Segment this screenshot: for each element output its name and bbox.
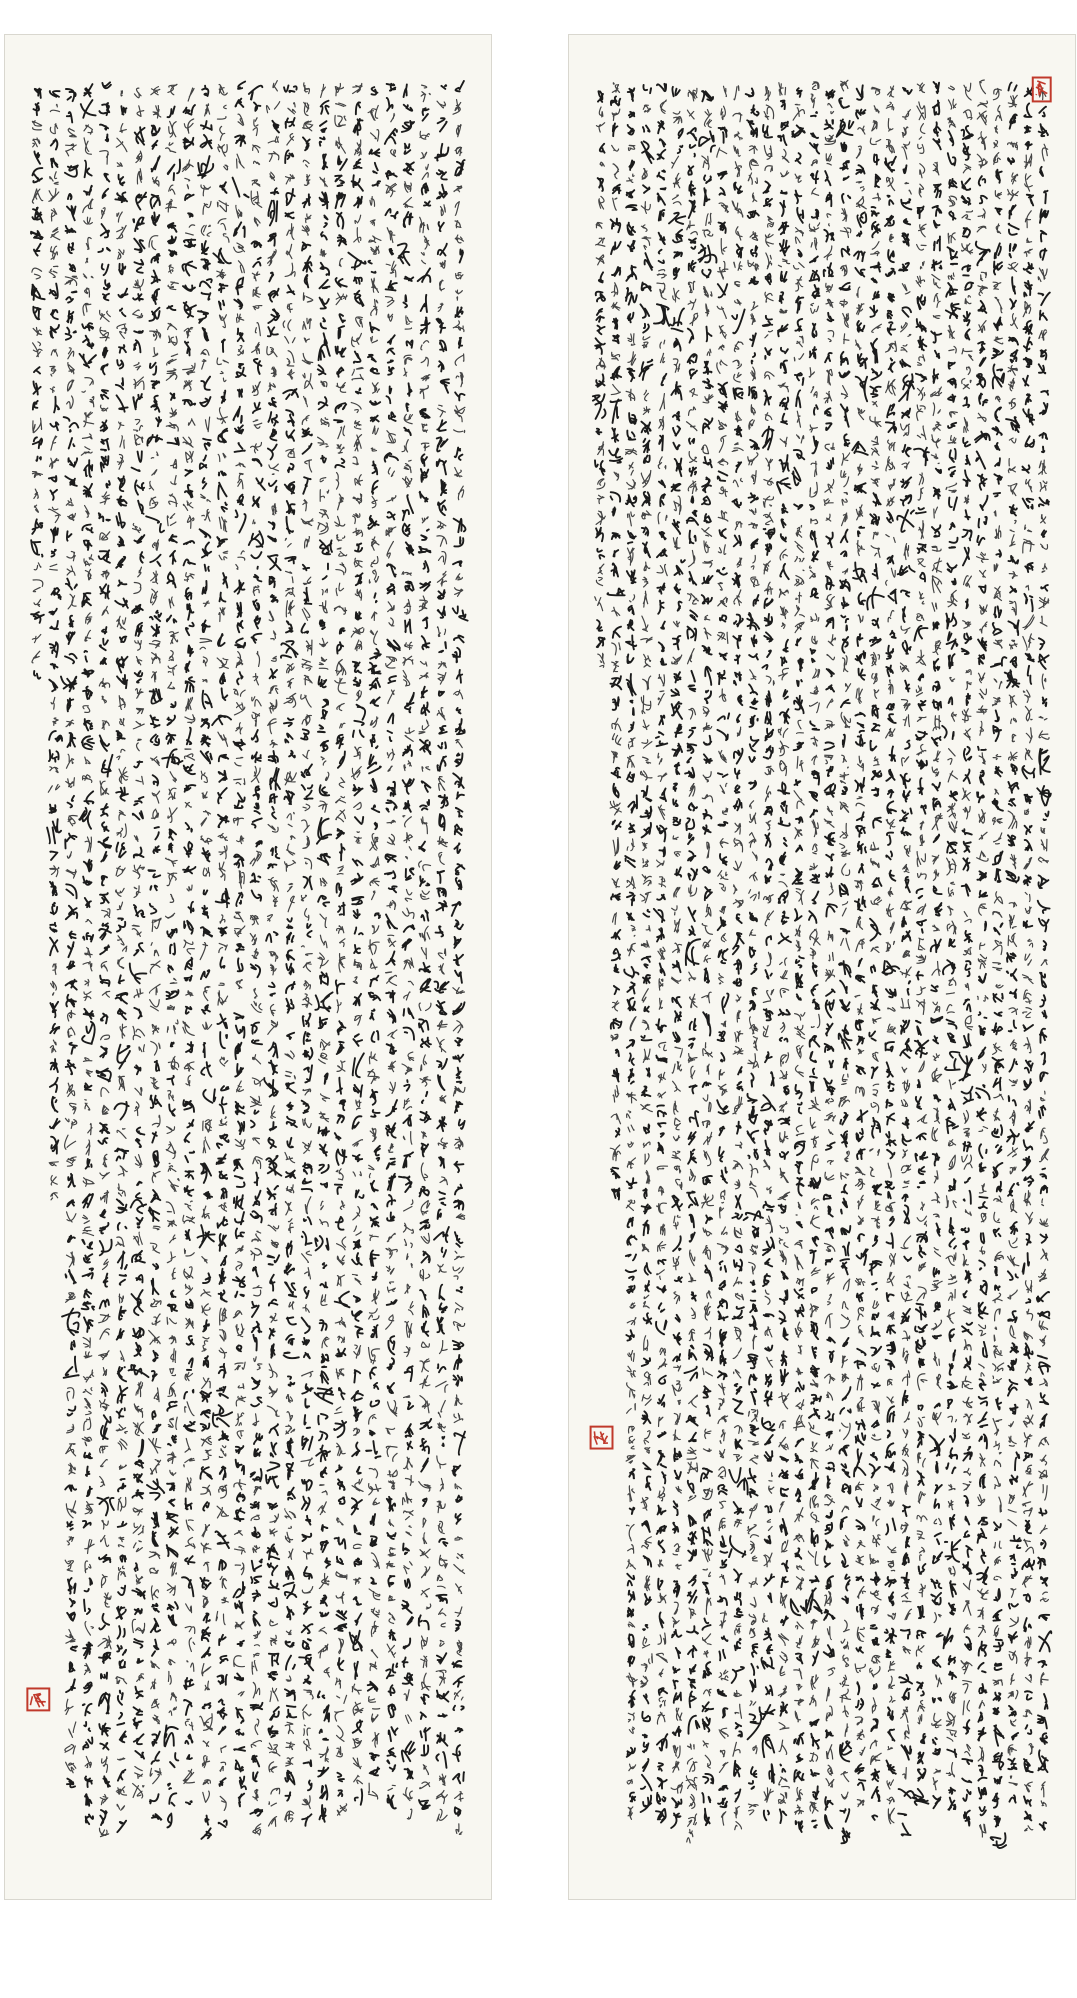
calligraphy-scroll-left bbox=[4, 34, 492, 1900]
red-seal-stamp bbox=[591, 1427, 613, 1449]
calligraphy-text-left bbox=[5, 35, 491, 1899]
ink-strokes bbox=[31, 81, 468, 1839]
ink-strokes-fine bbox=[32, 81, 465, 1837]
calligraphy-text-right bbox=[569, 35, 1075, 1899]
red-seal-stamp bbox=[27, 1688, 49, 1710]
calligraphy-scroll-right bbox=[568, 34, 1076, 1900]
red-seal-stamp bbox=[1033, 78, 1051, 102]
ink-strokes bbox=[593, 82, 1051, 1848]
